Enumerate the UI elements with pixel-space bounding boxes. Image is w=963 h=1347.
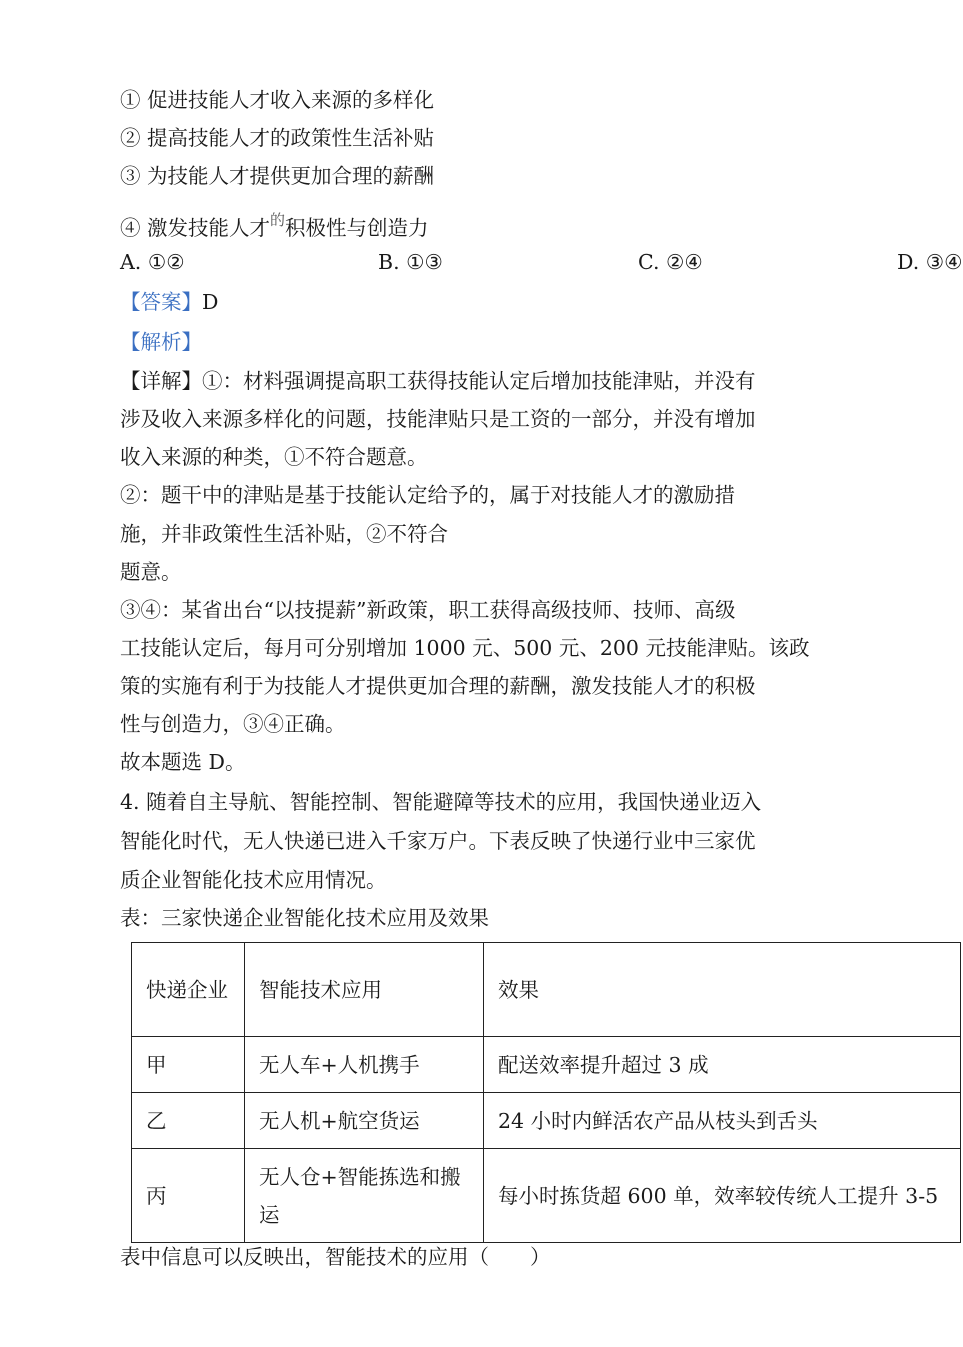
table-cell: 丙	[132, 1149, 245, 1243]
enterprise-table	[131, 942, 961, 1243]
analysis-tag: 【解析】	[120, 330, 202, 354]
choice-1: ① 促进技能人才收入来源的多样化	[120, 88, 435, 112]
table-row	[132, 1093, 961, 1149]
choice-4-small-char: 的	[270, 211, 286, 229]
explanation-line: 工技能认定后，每月可分别增加 1000 元、500 元、200 元技能津贴。该政	[120, 636, 810, 660]
header-cell-effect: 效果	[484, 943, 961, 1037]
question-4-line: 4. 随着自主导航、智能控制、智能避障等技术的应用，我国快递业迈入	[120, 790, 762, 814]
option-c: C. ②④	[638, 250, 703, 274]
choice-4-post: 积极性与创造力	[285, 216, 429, 240]
explanation-line: 涉及收入来源多样化的问题，技能津贴只是工资的一部分，并没有增加	[120, 407, 756, 431]
explanation-line: 【详解】①：材料强调提高职工获得技能认定后增加技能津贴，并没有	[120, 369, 756, 393]
table-header-row	[132, 943, 961, 1037]
choice-4	[120, 206, 429, 242]
question-4-line: 质企业智能化技术应用情况。	[120, 868, 387, 892]
table-row	[132, 1149, 961, 1243]
table-cell: 无人机+航空货运	[245, 1093, 484, 1149]
explanation-line: 性与创造力，③④正确。	[120, 712, 346, 736]
answer-line	[120, 288, 218, 316]
table-cell: 24 小时内鲜活农产品从枝头到舌头	[484, 1093, 961, 1149]
table-row	[132, 1037, 961, 1093]
explanation-line: ②：题干中的津贴是基于技能认定给予的，属于对技能人才的激励措	[120, 483, 735, 507]
option-a: A. ①②	[120, 250, 185, 274]
option-b: B. ①③	[378, 250, 443, 274]
explanation-line: 策的实施有利于为技能人才提供更加合理的薪酬，激发技能人才的积极	[120, 674, 756, 698]
explanation-line: 题意。	[120, 560, 182, 584]
table-cell: 甲	[132, 1037, 245, 1093]
table-cell: 无人仓+智能拣选和搬运	[245, 1149, 484, 1243]
table-cell: 配送效率提升超过 3 成	[484, 1037, 961, 1093]
table-cell: 每小时拣货超 600 单，效率较传统人工提升 3-5	[484, 1149, 961, 1243]
choice-4-pre: ④ 激发技能人才	[120, 216, 271, 240]
question-4-line: 智能化时代，无人快递已进入千家万户。下表反映了快递行业中三家优	[120, 829, 756, 853]
choice-2: ② 提高技能人才的政策性生活补贴	[120, 126, 435, 150]
table-cell: 无人车+人机携手	[245, 1037, 484, 1093]
question-stem: 表中信息可以反映出，智能技术的应用（ ）	[120, 1245, 551, 1269]
table-cell: 乙	[132, 1093, 245, 1149]
explanation-line: 施，并非政策性生活补贴，②不符合	[120, 522, 448, 546]
header-cell-enterprise: 快递企业	[132, 943, 245, 1037]
header-cell-technology: 智能技术应用	[245, 943, 484, 1037]
choice-3: ③ 为技能人才提供更加合理的薪酬	[120, 164, 435, 188]
explanation-line: ③④：某省出台“以技提薪”新政策，职工获得高级技师、技师、高级	[120, 598, 736, 622]
option-d: D. ③④	[897, 250, 963, 274]
explanation-line: 收入来源的种类，①不符合题意。	[120, 445, 428, 469]
table-caption: 表：三家快递企业智能化技术应用及效果	[120, 906, 489, 930]
answer-tag: 【答案】	[120, 290, 202, 314]
explanation-line: 故本题选 D。	[120, 750, 246, 774]
answer-value: D	[202, 290, 219, 314]
